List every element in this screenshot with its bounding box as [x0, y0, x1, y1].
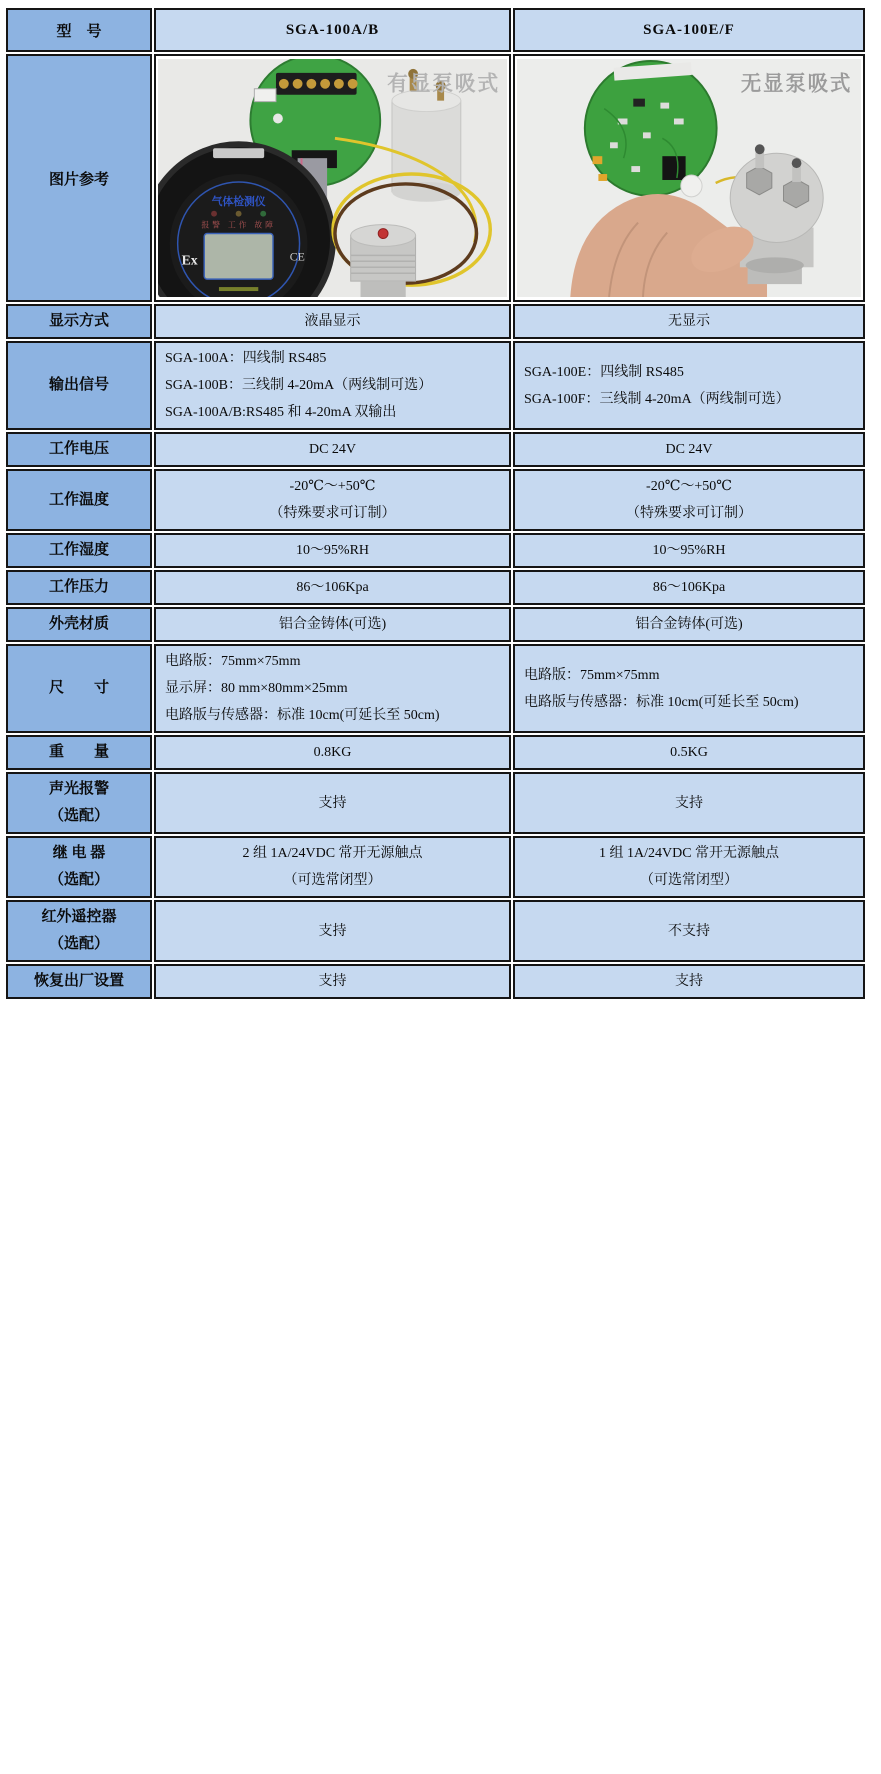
spec-label-cell: [6, 533, 152, 568]
image-row-label: 图片参考: [6, 54, 152, 302]
cell-line: 支持: [675, 795, 703, 811]
cell-line: 10～95%RH: [652, 543, 726, 558]
cell-line: 继 电 器: [52, 845, 106, 861]
spec-label-cell: [6, 900, 152, 962]
cell-line: 0.5KG: [670, 745, 708, 760]
watermark-pump-left: 有显泵吸式: [387, 73, 501, 96]
spec-label-cell: [6, 469, 152, 531]
cell-line: 电路版：75mm×75mm: [165, 654, 301, 669]
spec-row: [6, 836, 865, 898]
cell-line: 10～95%RH: [295, 543, 370, 558]
spec-value-cell: [513, 772, 865, 834]
spec-value-cell: [513, 432, 865, 467]
cell-line: （选配）: [48, 872, 109, 888]
spec-row: [6, 570, 865, 605]
cell-line: 不支持: [668, 923, 710, 939]
cell-line: 无显示: [668, 314, 710, 329]
cell-line: DC 24V: [665, 442, 713, 457]
spec-value-cell: [513, 341, 865, 430]
spec-value-cell: [154, 304, 511, 339]
spec-value-cell: [513, 533, 865, 568]
spec-row: [6, 469, 865, 531]
cell-line: 声光报警: [48, 781, 109, 797]
cell-line: 1 组 1A/24VDC 常开无源触点: [598, 846, 780, 861]
spec-value-cell: [513, 644, 865, 733]
product-photo-b: [513, 54, 865, 302]
model-b-header: SGA-100E/F: [513, 8, 865, 52]
cell-line: 外壳材质: [48, 616, 109, 632]
cell-line: DC 24V: [308, 442, 357, 457]
spec-value-cell: [154, 772, 511, 834]
cell-line: 工作湿度: [48, 542, 109, 558]
cell-line: 2 组 1A/24VDC 常开无源触点: [242, 846, 423, 861]
cell-line: 输出信号: [48, 377, 109, 393]
cell-line: 支持: [675, 974, 703, 989]
spec-value-cell: [513, 735, 865, 770]
spec-label-cell: [6, 432, 152, 467]
device-title-text: 气体检测仪: [211, 195, 266, 208]
static-rows: [6, 8, 865, 302]
spec-row: [6, 607, 865, 642]
spec-label-cell: [6, 570, 152, 605]
cell-line: 支持: [318, 974, 347, 989]
spec-row: [6, 304, 865, 339]
cell-line: SGA-100A：四线制 RS485: [165, 351, 327, 366]
spec-value-cell: [513, 836, 865, 898]
cell-line: 电路版：75mm×75mm: [524, 667, 660, 683]
spec-row: [6, 735, 865, 770]
spec-value-cell: [154, 607, 511, 642]
spec-label-cell: [6, 964, 152, 999]
cell-line: 电路版与传感器：标准 10cm(可延长至 50cm): [524, 694, 799, 710]
cell-line: （可选常闭型）: [640, 873, 738, 888]
cell-line: （选配）: [48, 936, 109, 952]
spec-label-cell: [6, 341, 152, 430]
cell-line: 工作电压: [48, 441, 109, 457]
cell-line: 铝合金铸体(可选): [278, 617, 387, 632]
cell-line: 恢复出厂设置: [33, 973, 124, 989]
image-row: [6, 54, 865, 302]
spec-value-cell: [513, 570, 865, 605]
spec-row: [6, 644, 865, 733]
cell-line: 红外遥控器: [41, 909, 117, 925]
spec-row: [6, 964, 865, 999]
spec-label-cell: [6, 304, 152, 339]
cell-line: 0.8KG: [313, 745, 352, 760]
photo-b-illustration: [517, 59, 861, 297]
cell-line: 铝合金铸体(可选): [635, 617, 743, 632]
spec-row: [6, 341, 865, 430]
cell-line: （特殊要求可订制）: [269, 506, 396, 521]
spec-table: [4, 6, 867, 1001]
product-photo-a: [154, 54, 511, 302]
pcb-disc-b: [585, 61, 717, 197]
cell-line: （选配）: [48, 808, 109, 824]
ce-mark-text: CE: [289, 249, 305, 264]
cell-line: SGA-100A/B:RS485 和 4-20mA 双输出: [165, 405, 397, 420]
spec-label-cell: [6, 607, 152, 642]
model-header-label: 型 号: [6, 8, 152, 52]
cell-line: 电路版与传感器：标准 10cm(可延长至 50cm): [165, 708, 440, 723]
cell-line: 86～106Kpa: [296, 580, 369, 595]
cell-line: 86～106Kpa: [652, 580, 726, 595]
spec-value-cell: [513, 900, 865, 962]
cell-line: 工作压力: [48, 579, 109, 595]
header-row: [6, 8, 865, 52]
ex-mark-text: Ex: [181, 252, 198, 268]
spec-value-cell: [513, 469, 865, 531]
cell-line: 液晶显示: [304, 314, 361, 329]
cell-line: （可选常闭型）: [283, 873, 382, 888]
cell-line: 尺 寸: [48, 680, 109, 696]
cell-line: 显示屏：80 mm×80mm×25mm: [165, 681, 348, 696]
spec-table-body: [6, 304, 865, 999]
cell-line: 工作温度: [48, 491, 109, 508]
spec-value-cell: [513, 964, 865, 999]
spec-label-cell: [6, 836, 152, 898]
cell-line: SGA-100F：三线制 4-20mA（两线制可选）: [524, 391, 790, 407]
cell-line: -20℃～+50℃: [646, 479, 732, 494]
cell-line: SGA-100B：三线制 4-20mA（两线制可选）: [165, 378, 433, 393]
spec-value-cell: [513, 304, 865, 339]
spec-label-cell: [6, 772, 152, 834]
spec-label-cell: [6, 735, 152, 770]
spec-value-cell: [154, 570, 511, 605]
spec-label-cell: [6, 644, 152, 733]
photo-a-illustration: [158, 59, 507, 297]
spec-row: [6, 772, 865, 834]
spec-value-cell: [154, 644, 511, 733]
cell-line: SGA-100E：四线制 RS485: [524, 364, 684, 380]
cell-line: 支持: [318, 923, 347, 939]
cell-line: （特殊要求可订制）: [626, 506, 752, 521]
spec-row: [6, 900, 865, 962]
model-a-header: SGA-100A/B: [154, 8, 511, 52]
spec-row: [6, 533, 865, 568]
cell-line: -20℃～+50℃: [289, 479, 376, 494]
spec-value-cell: [154, 900, 511, 962]
cell-line: 支持: [318, 795, 347, 811]
spec-value-cell: [154, 432, 511, 467]
spec-row: [6, 432, 865, 467]
spec-value-cell: [154, 341, 511, 430]
spec-value-cell: [154, 735, 511, 770]
spec-value-cell: [154, 469, 511, 531]
spec-value-cell: [154, 533, 511, 568]
spec-value-cell: [154, 836, 511, 898]
led-labels-text: 报警 工作 故障: [201, 220, 276, 230]
cell-line: 重 量: [48, 744, 109, 760]
watermark-pump-right: 无显泵吸式: [740, 73, 853, 96]
cell-line: 显示方式: [48, 313, 109, 329]
spec-value-cell: [513, 607, 865, 642]
spec-value-cell: [154, 964, 511, 999]
